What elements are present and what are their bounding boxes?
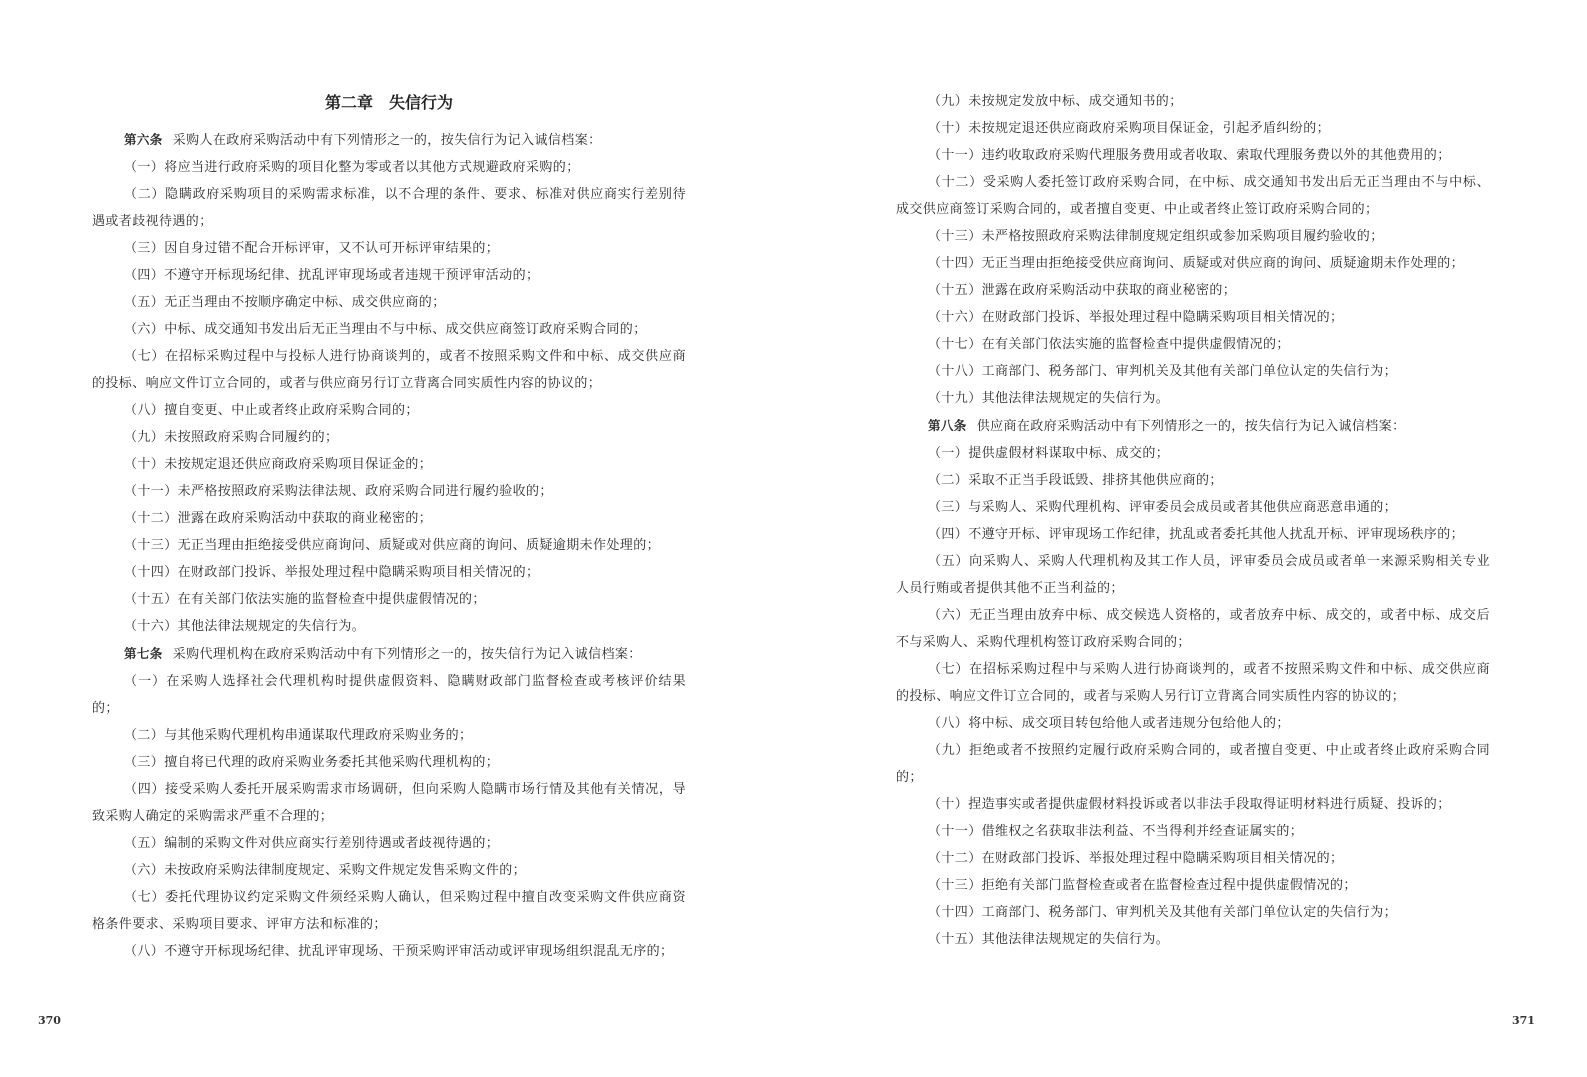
clause-paragraph (92, 668, 686, 722)
paragraph-text: （十四）在财政部门投诉、举报处理过程中隐瞒采购项目相关情况的； (124, 565, 540, 580)
paragraph-text: （十九）其他法律法规规定的失信行为。 (928, 391, 1170, 406)
clause-paragraph (92, 884, 686, 938)
paragraph-text: （一）将应当进行政府采购的项目化整为零或者以其他方式规避政府采购的； (124, 160, 580, 175)
clause-paragraph (92, 181, 686, 235)
clause-paragraph (92, 532, 686, 559)
clause-paragraph (92, 857, 686, 884)
clause-paragraph (92, 613, 686, 640)
paragraph-text: （八）将中标、成交项目转包给他人或者违规分包给他人的； (928, 716, 1290, 731)
clause-paragraph (896, 845, 1490, 872)
paragraph-text: （五）向采购人、采购人代理机构及其工作人员，评审委员会成员或者单一来源采购相关专业人员行贿或者提供其他不正当利益的； (896, 554, 1490, 596)
article-paragraph (92, 640, 686, 668)
paragraph-text: （十五）在有关部门依法实施的监督检查中提供虚假情况的； (124, 592, 486, 607)
clause-paragraph (92, 451, 686, 478)
paragraph-text: （十三）拒绝有关部门监督检查或者在监督检查过程中提供虚假情况的； (928, 878, 1357, 893)
clause-paragraph (92, 722, 686, 749)
clause-paragraph (896, 250, 1490, 277)
paragraph-text: （五）无正当理由不按顺序确定中标、成交供应商的； (124, 295, 446, 310)
paragraph-text: （一）提供虚假材料谋取中标、成交的； (928, 446, 1170, 461)
clause-paragraph (896, 385, 1490, 412)
clause-paragraph (92, 424, 686, 451)
article-label: 第七条 (124, 646, 163, 661)
paragraph-text: （十七）在有关部门依法实施的监督检查中提供虚假情况的； (928, 337, 1290, 352)
clause-paragraph (92, 586, 686, 613)
clause-paragraph (896, 467, 1490, 494)
clause-paragraph (896, 872, 1490, 899)
chapter-title: 第二章 失信行为 (324, 93, 453, 112)
paragraph-text: （十四）工商部门、税务部门、审判机关及其他有关部门单位认定的失信行为； (928, 905, 1398, 920)
paragraph-text: （七）在招标采购过程中与采购人进行协商谈判的，或者不按照采购文件和中标、成交供应商的投标、响应文件订立合同的，或者与采购人另行订立背离合同实质性内容的协议的； (896, 662, 1490, 704)
paragraph-text: （六）无正当理由放弃中标、成交候选人资格的，或者放弃中标、成交的，或者中标、成交后不与采购人、采购代理机构签订政府采购合同的； (896, 608, 1490, 650)
paragraph-text: 采购代理机构在政府采购活动中有下列情形之一的，按失信行为记入诚信档案： (172, 647, 642, 662)
clause-paragraph (896, 710, 1490, 737)
paragraph-text: （十五）泄露在政府采购活动中获取的商业秘密的； (928, 283, 1237, 298)
clause-paragraph (92, 262, 686, 289)
clause-paragraph (896, 331, 1490, 358)
paragraph-text: （四）接受采购人委托开展采购需求市场调研，但向采购人隐瞒市场行情及其他有关情况，导致采购人确定的采购需求严重不合理的； (92, 782, 686, 824)
paragraph-text: （七）在招标采购过程中与投标人进行协商谈判的，或者不按照采购文件和中标、成交供应商的投标、响应文件订立合同的，或者与供应商另行订立背离合同实质性内容的协议的； (92, 349, 686, 391)
paragraph-text: （二）采取不正当手段诋毁、排挤其他供应商的； (928, 473, 1223, 488)
paragraph-text: 采购人在政府采购活动中有下列情形之一的，按失信行为记入诚信档案： (172, 133, 602, 148)
clause-paragraph (896, 656, 1490, 710)
paragraph-text: （四）不遵守开标、评审现场工作纪律，扰乱或者委托其他人扰乱开标、评审现场秩序的； (928, 527, 1465, 542)
paragraph-text: （八）不遵守开标现场纪律、扰乱评审现场、干预采购评审活动或评审现场组织混乱无序的； (124, 944, 674, 959)
page-number-right: 371 (1512, 1014, 1535, 1027)
clause-paragraph (896, 899, 1490, 926)
paragraph-text: （十四）无正当理由拒绝接受供应商询问、质疑或对供应商的询问、质疑逾期未作处理的； (928, 256, 1465, 271)
paragraph-text: （十五）其他法律法规规定的失信行为。 (928, 932, 1170, 947)
clause-paragraph (92, 235, 686, 262)
paragraph-text: （十）未按规定退还供应商政府采购项目保证金，引起矛盾纠纷的； (928, 121, 1331, 136)
clause-paragraph (896, 304, 1490, 331)
paragraph-text: （十三）未严格按照政府采购法律制度规定组织或参加采购项目履约验收的； (928, 229, 1384, 244)
paragraph-text: （九）未按规定发放中标、成交通知书的； (928, 94, 1183, 109)
clause-paragraph (896, 818, 1490, 845)
clause-paragraph (92, 505, 686, 532)
paragraph-text: （十一）未严格按照政府采购法律法规、政府采购合同进行履约验收的； (124, 484, 553, 499)
clause-paragraph (92, 343, 686, 397)
clause-paragraph (896, 223, 1490, 250)
paragraph-text: （六）中标、成交通知书发出后无正当理由不与中标、成交供应商签订政府采购合同的； (124, 322, 647, 337)
left-body-text (92, 126, 686, 965)
clause-paragraph (896, 926, 1490, 953)
paragraph-text: （七）委托代理协议约定采购文件须经采购人确认，但采购过程中擅自改变采购文件供应商资格条件要求、采购项目要求、评审方法和标准的； (92, 890, 686, 932)
clause-paragraph (896, 602, 1490, 656)
article-paragraph (896, 412, 1490, 440)
clause-paragraph (92, 830, 686, 857)
clause-paragraph (92, 559, 686, 586)
paragraph-text: （十二）受采购人委托签订政府采购合同，在中标、成交通知书发出后无正当理由不与中标、成交供应商签订采购合同的，或者擅自变更、中止或者终止签订政府采购合同的； (896, 175, 1490, 217)
clause-paragraph (92, 776, 686, 830)
article-paragraph (92, 126, 686, 154)
clause-paragraph (92, 154, 686, 181)
paragraph-text: （四）不遵守开标现场纪律、扰乱评审现场或者违规干预评审活动的； (124, 268, 540, 283)
paragraph-text: （六）未按政府采购法律制度规定、采购文件规定发售采购文件的； (124, 863, 527, 878)
paragraph-text: （九）未按照政府采购合同履约的； (124, 430, 339, 445)
paragraph-text: （八）擅自变更、中止或者终止政府采购合同的； (124, 403, 419, 418)
paragraph-text: （三）擅自将已代理的政府采购业务委托其他采购代理机构的； (124, 755, 500, 770)
paragraph-text: （十六）在财政部门投诉、举报处理过程中隐瞒采购项目相关情况的； (928, 310, 1344, 325)
clause-paragraph (896, 358, 1490, 385)
clause-paragraph (92, 749, 686, 776)
clause-paragraph (896, 737, 1490, 791)
clause-paragraph (92, 316, 686, 343)
clause-paragraph (92, 938, 686, 965)
paragraph-text: （十八）工商部门、税务部门、审判机关及其他有关部门单位认定的失信行为； (928, 364, 1398, 379)
paragraph-text: 供应商在政府采购活动中有下列情形之一的，按失信行为记入诚信档案： (976, 419, 1406, 434)
clause-paragraph (896, 548, 1490, 602)
paragraph-text: （十）未按规定退还供应商政府采购项目保证金的； (124, 457, 433, 472)
paragraph-text: （十一）借维权之名获取非法利益、不当得利并经查证属实的； (928, 824, 1304, 839)
paragraph-text: （十六）其他法律法规规定的失信行为。 (124, 619, 366, 634)
paragraph-text: （十二）泄露在政府采购活动中获取的商业秘密的； (124, 511, 433, 526)
clause-paragraph (896, 440, 1490, 467)
clause-paragraph (896, 169, 1490, 223)
paragraph-text: （十一）违约收取政府采购代理服务费用或者收取、索取代理服务费以外的其他费用的； (928, 148, 1451, 163)
right-body-text (896, 88, 1490, 953)
clause-paragraph (896, 88, 1490, 115)
clause-paragraph (896, 142, 1490, 169)
clause-paragraph (896, 115, 1490, 142)
clause-paragraph (896, 277, 1490, 304)
paragraph-text: （十）捏造事实或者提供虚假材料投诉或者以非法手段取得证明材料进行质疑、投诉的； (928, 797, 1451, 812)
paragraph-text: （二）与其他采购代理机构串通谋取代理政府采购业务的； (124, 728, 473, 743)
paragraph-text: （三）因自身过错不配合开标评审，又不认可开标评审结果的； (124, 241, 500, 256)
page-number-left: 370 (38, 1014, 61, 1027)
clause-paragraph (92, 478, 686, 505)
paragraph-text: （十三）无正当理由拒绝接受供应商询问、质疑或对供应商的询问、质疑逾期未作处理的； (124, 538, 661, 553)
clause-paragraph (92, 289, 686, 316)
article-label: 第八条 (928, 418, 967, 433)
clause-paragraph (92, 397, 686, 424)
clause-paragraph (896, 494, 1490, 521)
clause-paragraph (896, 521, 1490, 548)
paragraph-text: （三）与采购人、采购代理机构、评审委员会成员或者其他供应商恶意串通的； (928, 500, 1398, 515)
paragraph-text: （五）编制的采购文件对供应商实行差别待遇或者歧视待遇的； (124, 836, 500, 851)
clause-paragraph (896, 791, 1490, 818)
paragraph-text: （十二）在财政部门投诉、举报处理过程中隐瞒采购项目相关情况的； (928, 851, 1344, 866)
paragraph-text: （九）拒绝或者不按照约定履行政府采购合同的，或者擅自变更、中止或者终止政府采购合同的； (896, 743, 1490, 785)
article-label: 第六条 (124, 132, 163, 147)
paragraph-text: （一）在采购人选择社会代理机构时提供虚假资料、隐瞒财政部门监督检查或考核评价结果的； (92, 674, 686, 716)
paragraph-text: （二）隐瞒政府采购项目的采购需求标准，以不合理的条件、要求、标准对供应商实行差别待遇或者歧视待遇的； (92, 187, 686, 229)
